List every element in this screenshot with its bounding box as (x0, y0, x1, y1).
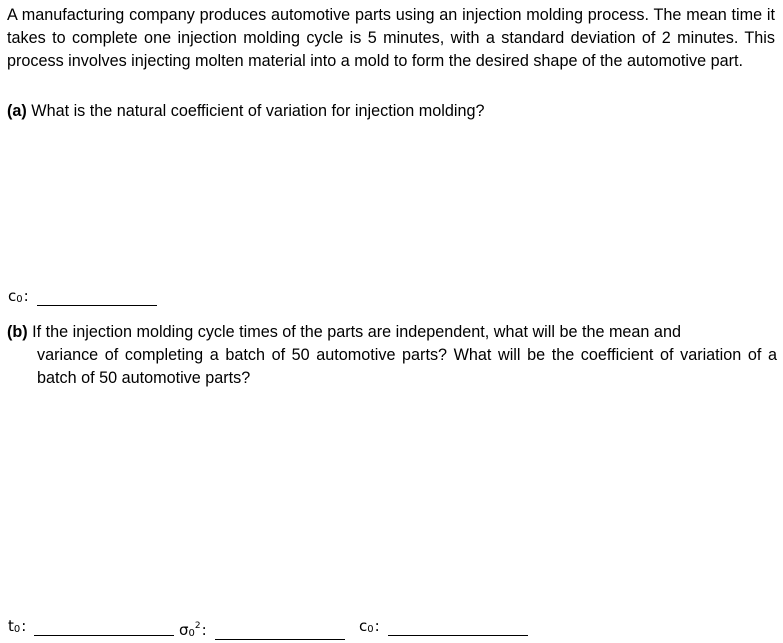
question-b (7, 321, 777, 391)
answer-b-t0-label: $t_0$: (8, 617, 27, 635)
answer-b-c0-label: $c_0$: (359, 617, 380, 635)
question-a (7, 100, 777, 123)
answer-a-blank[interactable] (37, 305, 157, 306)
answer-a-c0 (8, 287, 157, 309)
answer-b-c0-blank[interactable] (388, 635, 528, 636)
answer-b-sigma-blank[interactable] (215, 639, 345, 640)
part-b-label: (b) (7, 323, 28, 341)
answer-b-sigma0sq (179, 617, 345, 643)
answer-b-c0 (359, 617, 528, 639)
problem-intro: A manufacturing company produces automotive parts using an injection molding process. The mean time it takes to complete one injection molding cycle is 5 minutes, with a standard deviation of 2 minutes. This process involves injecting molten material into a mold to form the desired shape of the automotive part. (7, 6, 775, 71)
answer-a-label: $c_0$: (8, 287, 29, 305)
answer-b-t0-blank[interactable] (34, 635, 174, 636)
part-a-label: (a) (7, 102, 27, 120)
part-b-question-rest: variance of completing a batch of 50 automotive parts? What will be the coefficient of variation of a batch of 50 automotive parts? (37, 346, 777, 388)
answer-b-t0 (8, 617, 174, 639)
part-b-first-line (7, 321, 777, 344)
answer-b-sigma-label: $\sigma_0^2$: (179, 621, 207, 639)
part-a-question: What is the natural coefficient of variation for injection molding? (31, 102, 485, 120)
part-b-question-line1: If the injection molding cycle times of the parts are independent, what will be the mean and (32, 323, 681, 341)
